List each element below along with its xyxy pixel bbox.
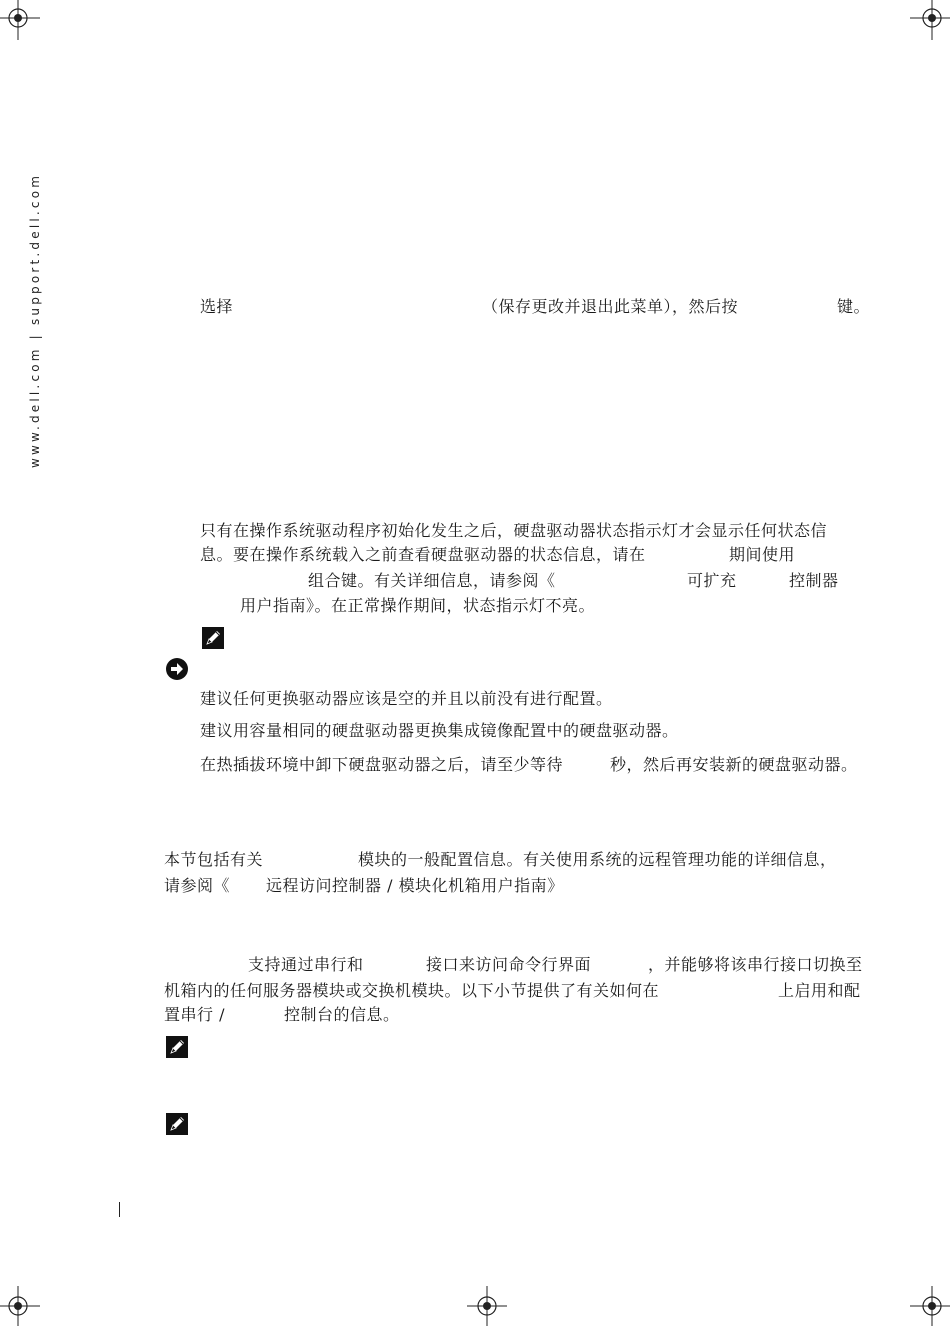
registration-mark-icon: [467, 1286, 507, 1326]
module-line-1b: 模块的一般配置信息。有关使用系统的远程管理功能的详细信息，: [358, 850, 837, 869]
serial-line-1b: 接口来访问命令行界面: [426, 955, 592, 974]
registration-mark-icon: [0, 0, 40, 40]
notice-item-3b: 秒，然后再安装新的硬盘驱动器。: [610, 755, 858, 774]
serial-line-1a: 支持通过串行和: [248, 955, 364, 974]
serial-line-2b: 上启用和配: [778, 981, 861, 1000]
led-line-2a: 息。要在操作系统载入之前查看硬盘驱动器的状态信息，请在: [200, 545, 646, 564]
pencil-note-icon: [201, 626, 225, 650]
notice-item-3a: 在热插拔环境中卸下硬盘驱动器之后，请至少等待: [200, 755, 564, 774]
notice-arrow-icon: [165, 657, 189, 681]
serial-line-1c: ，并能够将该串行接口切换至: [648, 955, 863, 974]
serial-line-3a: 置串行 /: [164, 1005, 225, 1024]
serial-line-3b: 控制台的信息。: [284, 1005, 400, 1024]
pencil-note-icon: [165, 1112, 189, 1136]
led-line-3c: 控制器: [789, 571, 839, 590]
led-line-1: 只有在操作系统驱动程序初始化发生之后，硬盘驱动器状态指示灯才会显示任何状态信: [200, 521, 828, 540]
page-number-rule: [119, 1202, 120, 1217]
step-save-desc: （保存更改并退出此菜单），然后按: [482, 297, 739, 316]
notice-item-2: 建议用容量相同的硬盘驱动器更换集成镜像配置中的硬盘驱动器。: [200, 721, 679, 740]
registration-mark-icon: [910, 0, 950, 40]
registration-mark-icon: [0, 1286, 40, 1326]
led-line-4: 用户指南》。在正常操作期间，状态指示灯不亮。: [240, 596, 596, 615]
led-line-3a: 组合键。有关详细信息，请参阅《: [308, 571, 556, 590]
led-line-3b: 可扩充: [687, 571, 737, 590]
serial-line-2a: 机箱内的任何服务器模块或交换机模块。以下小节提供了有关如何在: [164, 981, 660, 1000]
module-line-2b: 远程访问控制器 / 模块化机箱用户指南》: [266, 876, 564, 895]
side-url: www.dell.com | support.dell.com: [28, 172, 42, 468]
step-key-suffix: 键。: [837, 297, 871, 316]
pencil-note-icon: [165, 1035, 189, 1059]
module-line-1a: 本节包括有关: [164, 850, 264, 869]
step-select-word: 选择: [200, 297, 234, 316]
notice-item-1: 建议任何更换驱动器应该是空的并且以前没有进行配置。: [200, 689, 613, 708]
module-line-2a: 请参阅《: [164, 876, 231, 895]
registration-mark-icon: [910, 1286, 950, 1326]
led-line-2b: 期间使用: [729, 545, 796, 564]
